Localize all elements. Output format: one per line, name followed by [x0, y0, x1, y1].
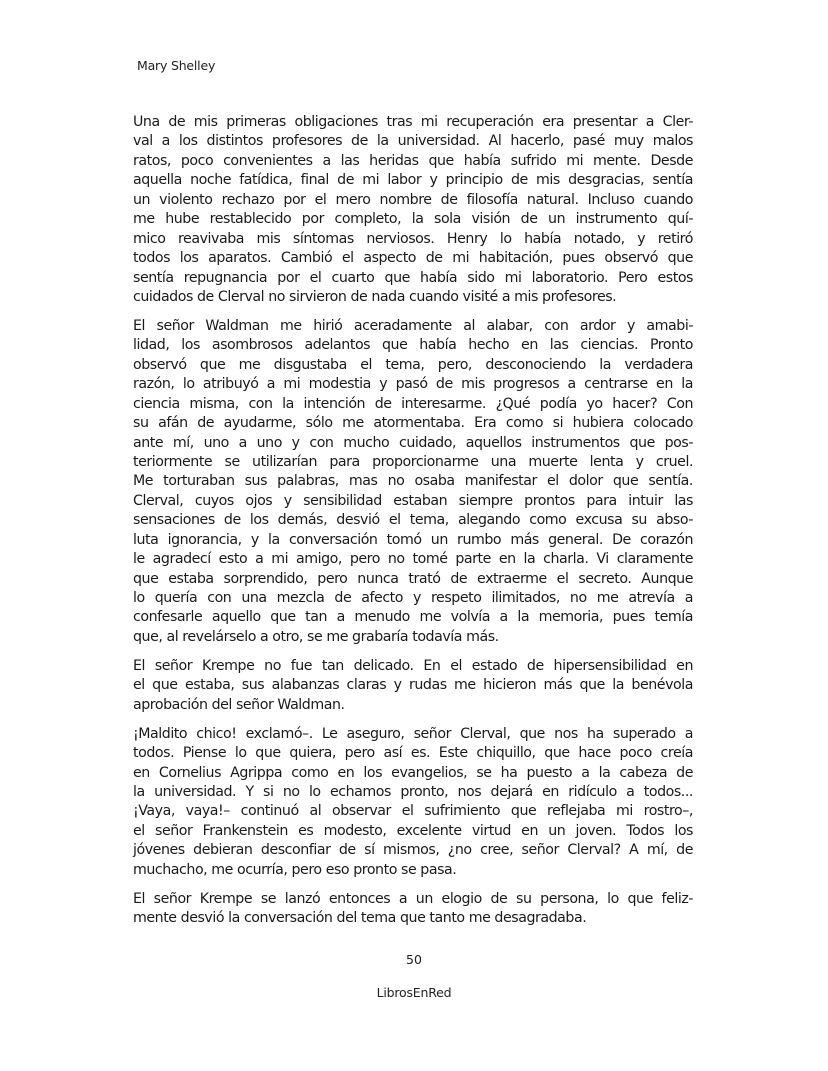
text-line: lo quería con una mezcla de afecto y respeto ilimitados, no me atrevía a	[133, 590, 693, 606]
text-line: aquella noche fatídica, final de mi labor y principio de mis desgracias, sentía	[133, 172, 693, 189]
text-line: mico reavivaba mis síntomas nerviosos. Henry lo había notado, y retiró	[133, 230, 693, 247]
text-line: su afán de ayudarme, sólo me atormentaba. Era como si hubiera colocado	[133, 415, 693, 432]
text-line: observó que me disgustaba el tema, pero, desconociendo la verdadera	[133, 356, 693, 373]
text-line: val a los distintos profesores de la universidad. Al hacerlo, pasé muy malos	[133, 133, 693, 150]
text-line: en Cornelius Agrippa como en los evangelios, se ha puesto a la cabeza de	[133, 764, 693, 781]
text-line: cuidados de Clerval no sirvieron de nada cuando visité a mis profesores.	[133, 288, 617, 305]
text-line: el que estaba, sus alabanzas claras y rudas me hicieron más que la benévola	[133, 677, 693, 694]
text-line: El señor Waldman me hirió aceradamente al alabar, con ardor y amabi-	[133, 317, 693, 334]
text-line: confesarle aquello que tan a menudo me volvía a la memoria, pues temía	[133, 609, 693, 626]
text-line: teriormente se utilizarían para proporcionarme una muerte lenta y cruel.	[133, 453, 693, 470]
paragraph-2	[133, 317, 693, 647]
page-number: 50	[406, 952, 422, 967]
publisher-imprint: LibrosEnRed	[376, 985, 452, 1000]
text-line: ¡Vaya, vaya!– continuó al observar el sufrimiento que reflejaba mi rostro–,	[133, 803, 693, 820]
text-line: todos. Piense lo que quiera, pero así es. Este chiquillo, que hace poco creía	[133, 745, 693, 762]
text-line: sentía repugnancia por el cuarto que había sido mi laboratorio. Pero estos	[133, 269, 693, 286]
paragraph-1	[133, 113, 693, 307]
paragraph-3	[133, 657, 693, 715]
text-line: ¡Maldito chico! exclamó–. Le aseguro, señor Clerval, que nos ha superado a	[133, 725, 693, 742]
text-line: razón, lo atribuyó a mi modestia y pasó de mis progresos a centrarse en la	[133, 376, 693, 393]
body-text	[133, 113, 693, 938]
text-line: Clerval, cuyos ojos y sensibilidad estaban siempre prontos para intuir las	[133, 492, 693, 509]
text-line: ante mí, uno a uno y con mucho cuidado, aquellos instrumentos que pos-	[133, 434, 693, 451]
text-line: lidad, los asombrosos adelantos que había hecho en las ciencias. Pronto	[133, 337, 693, 354]
text-line: mente desvió la conversación del tema que tanto me desagradaba.	[133, 910, 587, 927]
text-line: El señor Krempe no fue tan delicado. En el estado de hipersensibilidad en	[133, 657, 693, 674]
text-line: jóvenes debieran desconfiar de sí mismos, ¿no cree, señor Clerval? A mí, de	[133, 842, 693, 859]
text-line: muchacho, me ocurría, pero eso pronto se pasa.	[133, 861, 457, 878]
text-line: que, al revelárselo a otro, se me grabaría todavía más.	[133, 628, 499, 645]
text-line: ciencia misma, con la intención de interesarme. ¿Qué podía yo hacer? Con	[133, 395, 693, 412]
paragraph-4	[133, 725, 693, 881]
paragraph-5	[133, 890, 693, 929]
text-line: le agradecí esto a mi amigo, pero no tomé parte en la charla. Vi claramente	[133, 551, 693, 568]
text-line: todos los aparatos. Cambió el aspecto de mi habitación, pues observó que	[133, 250, 693, 267]
text-line: el señor Frankenstein es modesto, excelente virtud en un joven. Todos los	[133, 822, 693, 839]
text-line: aprobación del señor Waldman.	[133, 696, 345, 713]
text-line: El señor Krempe se lanzó entonces a un elogio de su persona, lo que feliz-	[133, 890, 693, 907]
text-line: Me torturaban sus palabras, mas no osaba manifestar el dolor que sentía.	[133, 473, 693, 490]
text-line: me hube restablecido por completo, la sola visión de un instrumento quí-	[133, 211, 693, 228]
text-line: sensaciones de los demás, desvió el tema, alegando como excusa su abso-	[133, 512, 693, 529]
text-line: la universidad. Y si no lo echamos pronto, nos dejará en ridículo a todos...	[133, 783, 693, 800]
text-line: Una de mis primeras obligaciones tras mi recuperación era presentar a Cler-	[133, 114, 693, 130]
text-line: un violento rechazo por el mero nombre de filosofía natural. Incluso cuando	[133, 191, 693, 208]
text-line: que estaba sorprendido, pero nunca trató de extraerme el secreto. Aunque	[133, 570, 693, 587]
running-head-author: Mary Shelley	[137, 58, 216, 73]
text-line: luta ignorancia, y la conversación tomó un rumbo más general. De corazón	[133, 531, 693, 548]
text-line: ratos, poco convenientes a las heridas que había sufrido mi mente. Desde	[133, 152, 693, 169]
